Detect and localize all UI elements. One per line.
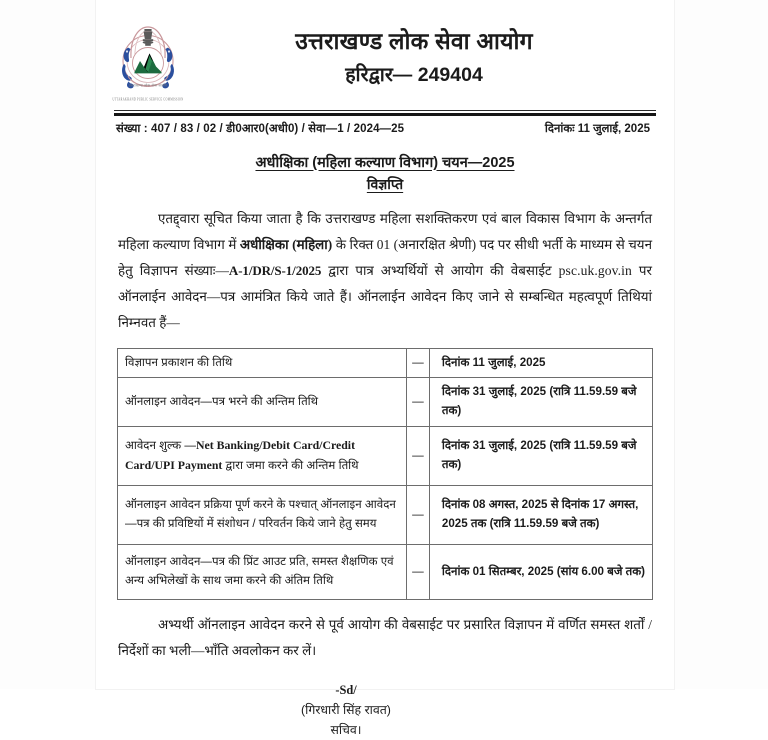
header-divider <box>114 110 656 116</box>
reference-date: दिनांकः 11 जुलाई, 2025 <box>544 122 650 135</box>
commission-website[interactable]: psc.uk.gov.in <box>558 262 632 278</box>
table-row <box>118 485 653 544</box>
row-value: दिनांक 31 जुलाई, 2025 (रात्रि 11.59.59 बजे तक) <box>429 378 652 427</box>
emblem-caption: UTTARAKHAND PUBLIC SERVICE COMMISSION <box>112 97 184 102</box>
row-value-line: 2025 तक (रात्रि 11.59.59 बजे तक) <box>441 516 600 530</box>
row-dash-separator: — <box>406 485 429 544</box>
row-dash-separator: — <box>406 378 429 427</box>
organization-city-pin: हरिद्वार— 249404 <box>345 64 483 87</box>
row-label: विज्ञापन प्रकाशन की तिथि <box>118 348 407 378</box>
organization-name: उत्तराखण्ड लोक सेवा आयोग <box>295 28 533 54</box>
page-title: अधीक्षिका (महिला कल्याण विभाग) चयन—2025 <box>255 154 515 171</box>
signatory-designation: सचिव। <box>330 723 362 738</box>
important-dates-table <box>117 348 653 600</box>
divider-thin-line <box>114 110 656 111</box>
row-label: ऑनलाइन आवेदन—पत्र भरने की अन्तिम तिथि <box>118 378 407 427</box>
important-dates-section <box>117 348 653 600</box>
row-value <box>429 485 652 544</box>
table-row <box>118 544 653 599</box>
row-dash-separator: — <box>406 348 429 378</box>
letterhead <box>96 0 674 101</box>
signature-block <box>96 680 674 740</box>
organization-heading <box>200 16 674 87</box>
svg-text:उत्तराखण्ड लोक सेवा आयोग: उत्तराखण्ड लोक सेवा आयोग <box>128 83 168 88</box>
table-row <box>118 378 653 427</box>
table-row <box>118 348 653 378</box>
row-value: दिनांक 11 जुलाई, 2025 <box>429 348 652 378</box>
row-label-payment-modes: Net Banking/Debit Card/Credit Card/UPI Payment <box>125 438 355 472</box>
row-label: ऑनलाइन आवेदन प्रक्रिया पूर्ण करने के पश्चात् ऑनलाइन आवेदन—पत्र की प्रविष्टियों में संशोधन / परिवर्तन किये जाने हेतु समय <box>118 485 407 544</box>
uttarakhand-state-emblem-icon <box>111 20 185 96</box>
advertisement-number: A-1/DR/S-1/2025 <box>228 262 322 278</box>
row-label-hindi-prefix: आवेदन शुल्क — <box>125 439 196 453</box>
intro-text-part-1: एतद्द्वारा सूचित किया जाता है कि उत्तराखण्ड महिला सशक्तिकरण एवं बाल विकास विभाग के अन्तर्गत महिला कल्याण विभाग में <box>118 210 652 252</box>
table-row <box>118 426 653 485</box>
post-name-emphasis: अधीक्षिका (महिला) <box>239 236 333 252</box>
row-label <box>118 426 407 485</box>
signatory-name: (गिरधारी सिंह रावत) <box>301 703 391 718</box>
row-value: दिनांक 31 जुलाई, 2025 (रात्रि 11.59.59 बजे तक) <box>429 426 652 485</box>
intro-text-part-4: पर ऑनलाईन आवेदन—पत्र आमंत्रित किये जाते हैं। ऑनलाईन आवेदन किए जाने से सम्बन्धित महत्वपूर्ण तिथियां निम्नवत हैं— <box>118 262 653 331</box>
closing-paragraph: अभ्यर्थी ऑनलाइन आवेदन करने से पूर्व आयोग की वेबसाईट पर प्रसारित विज्ञापन में वर्णित समस्त शर्तों / निर्देशों का भली—भाँति अवलोकन कर लें। <box>118 616 652 659</box>
row-value-line: दिनांक 08 अगस्त, 2025 से दिनांक 17 अगस्त, <box>441 498 639 512</box>
row-label: ऑनलाइन आवेदन—पत्र की प्रिंट आउट प्रति, समस्त शैक्षणिक एवं अन्य अभिलेखों के साथ जमा करने की अंतिम तिथि <box>118 544 407 599</box>
intro-text-part-3: द्वारा पात्र अभ्यर्थियों से आयोग की वेबसाईट <box>321 262 559 278</box>
row-dash-separator: — <box>406 544 429 599</box>
reference-number: संख्या : 407 / 83 / 02 / डी0आर0(अधी0) / सेवा—1 / 2024—25 <box>116 122 405 135</box>
intro-text-part-2: के रिक्त 01 (अनारक्षित श्रेणी) पद पर सीधी भर्ती के माध्यम से चयन हेतु विज्ञापन संख्याः— <box>118 236 653 278</box>
reference-line <box>116 121 654 136</box>
signed-marker: -Sd/ <box>335 683 357 698</box>
notification-sheet <box>96 0 674 738</box>
document-subtitle: विज्ञप्ति <box>366 175 404 192</box>
row-value: दिनांक 01 सितम्बर, 2025 (सांय 6.00 बजे तक) <box>429 544 652 599</box>
divider-thick-line <box>114 113 656 116</box>
emblem-area <box>96 16 200 101</box>
document-title-block <box>96 152 674 194</box>
intro-paragraph <box>118 206 652 337</box>
row-dash-separator: — <box>406 426 429 485</box>
row-label-hindi-suffix: द्वारा जमा करने की अन्तिम तिथि <box>222 458 359 472</box>
